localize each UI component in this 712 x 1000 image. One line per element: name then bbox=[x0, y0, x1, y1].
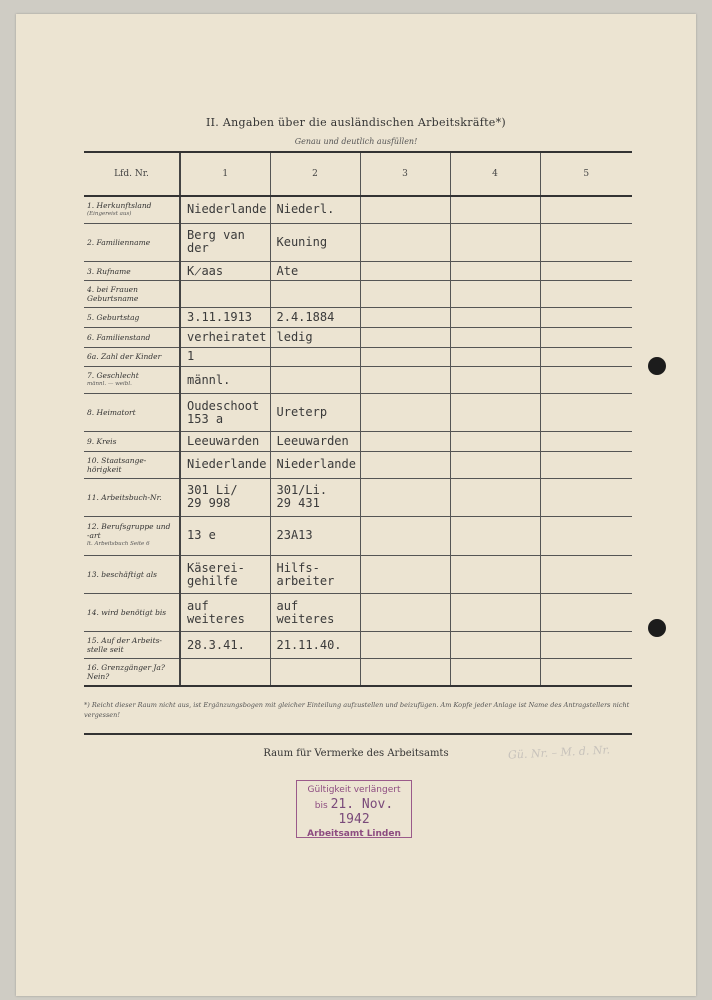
table-cell bbox=[450, 327, 540, 347]
table-cell bbox=[540, 516, 632, 555]
table-cell: verheiratet bbox=[180, 327, 270, 347]
table-cell bbox=[450, 658, 540, 686]
table-cell: 1 bbox=[180, 347, 270, 367]
table-cell: Käserei- gehilfe bbox=[180, 556, 270, 594]
row-label-sub: männl. — weibl. bbox=[87, 381, 132, 388]
table-cell: männl. bbox=[180, 367, 270, 394]
table-cell bbox=[540, 594, 632, 632]
divider bbox=[84, 733, 632, 735]
table-row bbox=[84, 261, 632, 281]
table-cell: 21.11.40. bbox=[270, 632, 360, 659]
row-label bbox=[84, 394, 180, 432]
table-cell bbox=[450, 261, 540, 281]
table-cell: Niederlande bbox=[180, 451, 270, 478]
table-cell: Ureterp bbox=[270, 394, 360, 432]
row-label-text: 4. bei Frauen Geburtsname bbox=[87, 285, 139, 304]
table-cell: Keuning bbox=[270, 223, 360, 261]
table-cell: Hilfs- arbeiter bbox=[270, 556, 360, 594]
form-subtitle: Genau und deutlich ausfüllen! bbox=[294, 137, 418, 146]
table-row bbox=[84, 658, 632, 686]
table-cell bbox=[360, 223, 450, 261]
punch-hole-top bbox=[648, 357, 666, 375]
row-label-text: 8. Heimatort bbox=[87, 408, 136, 418]
row-label-text: 6. Familienstand bbox=[87, 332, 151, 342]
table-cell: K̷aas bbox=[180, 261, 270, 281]
table-row bbox=[84, 516, 632, 555]
table-cell bbox=[360, 347, 450, 367]
table-cell bbox=[540, 196, 632, 223]
table-cell bbox=[450, 347, 540, 367]
table-row bbox=[84, 367, 632, 394]
table-row bbox=[84, 347, 632, 367]
table-cell bbox=[540, 261, 632, 281]
table-cell bbox=[360, 594, 450, 632]
table-cell bbox=[360, 478, 450, 516]
column-header: 3 bbox=[360, 152, 450, 196]
validity-stamp bbox=[296, 780, 412, 838]
column-header: 1 bbox=[180, 152, 270, 196]
table-cell bbox=[450, 632, 540, 659]
table-cell: 301 Li/ 29 998 bbox=[180, 478, 270, 516]
table-row bbox=[84, 594, 632, 632]
table-cell bbox=[450, 556, 540, 594]
row-label bbox=[84, 632, 180, 659]
form-title: II. Angaben über die ausländischen Arbeitskräfte*) bbox=[205, 116, 506, 129]
table-cell bbox=[540, 432, 632, 452]
row-label-text: 7. Geschlecht bbox=[87, 371, 139, 381]
row-label bbox=[84, 327, 180, 347]
table-cell bbox=[450, 223, 540, 261]
table-cell bbox=[360, 308, 450, 328]
table-cell bbox=[450, 516, 540, 555]
row-label bbox=[84, 281, 180, 308]
table-cell bbox=[270, 367, 360, 394]
table-row bbox=[84, 556, 632, 594]
table-cell: 301/Li. 29 431 bbox=[270, 478, 360, 516]
row-label-text: 10. Staatsange-hörigkeit bbox=[87, 455, 147, 474]
table-cell: ledig bbox=[270, 327, 360, 347]
row-label bbox=[84, 478, 180, 516]
table-cell: 13 e bbox=[180, 516, 270, 555]
table-cell bbox=[360, 556, 450, 594]
table-cell bbox=[360, 261, 450, 281]
row-label-text: 15. Auf der Arbeits-stelle seit bbox=[87, 636, 162, 654]
row-label-text: 9. Kreis bbox=[87, 436, 117, 446]
table-cell bbox=[540, 658, 632, 686]
row-label-text: 13. beschäftigt als bbox=[87, 570, 158, 580]
table-cell: 3.11.1913 bbox=[180, 308, 270, 328]
table-cell bbox=[360, 632, 450, 659]
table-cell bbox=[180, 281, 270, 308]
table-cell bbox=[450, 281, 540, 308]
row-label-text: 6a. Zahl der Kinder bbox=[87, 352, 162, 362]
table-row bbox=[84, 223, 632, 261]
punch-hole-bottom bbox=[648, 619, 666, 637]
row-label-text: 1. Herkunftsland bbox=[87, 200, 152, 210]
row-label bbox=[84, 196, 180, 223]
column-header: 5 bbox=[540, 152, 632, 196]
table-cell bbox=[540, 281, 632, 308]
row-label-text: 3. Rufname bbox=[87, 266, 131, 276]
table-cell: auf weiteres bbox=[180, 594, 270, 632]
table-row bbox=[84, 281, 632, 308]
row-label bbox=[84, 594, 180, 632]
table-cell bbox=[360, 367, 450, 394]
row-label bbox=[84, 556, 180, 594]
row-label-text: 16. Grenzgänger Ja? Nein? bbox=[87, 662, 165, 681]
table-cell: auf weiteres bbox=[270, 594, 360, 632]
table-cell: Niederl. bbox=[270, 196, 360, 223]
table-row bbox=[84, 196, 632, 223]
table-cell: Leeuwarden bbox=[180, 432, 270, 452]
column-header: Lfd. Nr. bbox=[84, 152, 180, 196]
row-label-text: 5. Geburtstag bbox=[87, 313, 140, 323]
table-cell bbox=[540, 556, 632, 594]
table-cell bbox=[270, 347, 360, 367]
table-cell bbox=[450, 308, 540, 328]
row-label-sub: lt. Arbeitsbuch Seite 6 bbox=[87, 541, 150, 548]
row-label-text: 12. Berufsgruppe und -art bbox=[87, 522, 171, 541]
row-label bbox=[84, 658, 180, 686]
table-cell bbox=[360, 196, 450, 223]
table-row bbox=[84, 394, 632, 432]
table-cell bbox=[270, 281, 360, 308]
table-cell bbox=[450, 478, 540, 516]
stamp-line-extended: Gültigkeit verlängert bbox=[307, 785, 401, 795]
worker-data-table bbox=[84, 151, 632, 687]
row-label bbox=[84, 223, 180, 261]
table-cell bbox=[540, 632, 632, 659]
table-cell bbox=[450, 196, 540, 223]
table-cell bbox=[450, 594, 540, 632]
column-header: 4 bbox=[450, 152, 540, 196]
row-label-text: 14. wird benötigt bis bbox=[87, 608, 167, 618]
stamp-date: 21. Nov. 1942 bbox=[330, 797, 394, 827]
row-label-sub: (Eingereist aus) bbox=[87, 210, 132, 217]
table-cell bbox=[450, 367, 540, 394]
table-row bbox=[84, 308, 632, 328]
row-label bbox=[84, 432, 180, 452]
table-cell bbox=[450, 394, 540, 432]
row-label bbox=[84, 347, 180, 367]
table-cell: 28.3.41. bbox=[180, 632, 270, 659]
table-cell bbox=[270, 658, 360, 686]
row-label-text: 11. Arbeitsbuch-Nr. bbox=[87, 492, 162, 502]
column-header: 2 bbox=[270, 152, 360, 196]
stamp-line-date bbox=[297, 797, 411, 827]
table-cell bbox=[360, 394, 450, 432]
table-cell bbox=[180, 658, 270, 686]
table-cell bbox=[360, 281, 450, 308]
remarks-heading: Raum für Vermerke des Arbeitsamts bbox=[263, 748, 449, 759]
table-cell bbox=[540, 394, 632, 432]
table-row bbox=[84, 327, 632, 347]
table-row bbox=[84, 432, 632, 452]
table-cell bbox=[540, 451, 632, 478]
table-cell bbox=[540, 367, 632, 394]
table-cell bbox=[540, 327, 632, 347]
table-row bbox=[84, 632, 632, 659]
table-cell: 23A13 bbox=[270, 516, 360, 555]
table-row bbox=[84, 451, 632, 478]
table-cell: Niederlande bbox=[180, 196, 270, 223]
table-cell bbox=[360, 658, 450, 686]
table-cell: Berg van der bbox=[180, 223, 270, 261]
table-cell bbox=[540, 308, 632, 328]
row-label bbox=[84, 261, 180, 281]
table-cell: 2.4.1884 bbox=[270, 308, 360, 328]
row-label bbox=[84, 451, 180, 478]
pencil-note: Gü. Nr. – M. d. Nr. bbox=[507, 743, 611, 762]
row-label bbox=[84, 367, 180, 394]
table-cell bbox=[450, 451, 540, 478]
table-cell bbox=[360, 516, 450, 555]
table-cell bbox=[540, 223, 632, 261]
table-header-row bbox=[84, 152, 632, 196]
table-cell: Leeuwarden bbox=[270, 432, 360, 452]
table-cell bbox=[360, 327, 450, 347]
table-cell bbox=[450, 432, 540, 452]
stamp-office: Arbeitsamt Linden bbox=[307, 829, 401, 839]
table-cell bbox=[540, 347, 632, 367]
row-label bbox=[84, 308, 180, 328]
table-cell bbox=[540, 478, 632, 516]
table-cell bbox=[360, 432, 450, 452]
table-row bbox=[84, 478, 632, 516]
row-label bbox=[84, 516, 180, 555]
table-cell: Ate bbox=[270, 261, 360, 281]
footnote: *) Reicht dieser Raum nicht aus, ist Ergänzungsbogen mit gleicher Einteilung aufzustellen und beizufügen. Am Kopfe jeder Anlage ist Name des Antragstellers nicht vergessen! bbox=[84, 701, 630, 719]
row-label-text: 2. Familienname bbox=[87, 237, 151, 247]
table-cell: Oudeschoot 153 a bbox=[180, 394, 270, 432]
table-cell: Niederlande bbox=[270, 451, 360, 478]
table-cell bbox=[360, 451, 450, 478]
stamp-bis: bis bbox=[314, 801, 328, 811]
